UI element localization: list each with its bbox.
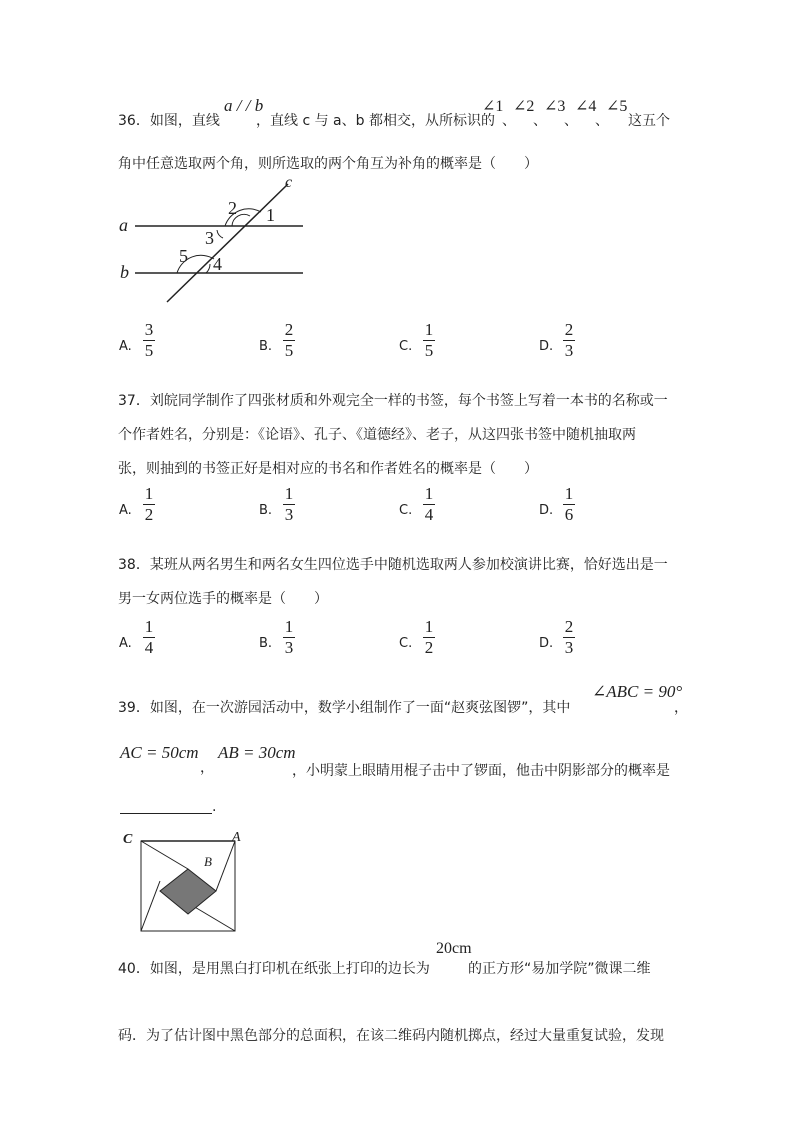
option-label: D. xyxy=(539,503,554,518)
q36-label-4: 4 xyxy=(213,254,222,274)
q39-figure xyxy=(115,826,250,934)
option-fraction: 1 6 xyxy=(564,484,574,524)
q36-text-mid: ，直线 c 与 a、b 都相交，从所标识的 xyxy=(256,113,495,129)
q40-text-line1-tail: 的正方形“易加学院”微课二维 xyxy=(468,961,651,977)
option-fraction: 2 3 xyxy=(564,617,574,657)
option-label: B. xyxy=(259,636,273,651)
option-label: A. xyxy=(119,503,132,518)
q36-figure xyxy=(115,172,315,307)
q36-label-a: a xyxy=(119,215,128,235)
option-fraction: 1 3 xyxy=(284,617,294,657)
option-label: D. xyxy=(539,636,554,651)
q39-label-c: C xyxy=(123,832,133,847)
option-fraction: 2 3 xyxy=(564,320,574,360)
q39-label-b: B xyxy=(204,854,212,869)
q36-text-line2: 角中任意选取两个角，则所选取的两个角互为补角的概率是（ ） xyxy=(118,156,538,172)
q36-label-3: 3 xyxy=(205,228,214,248)
q39-ac-value: AC = 50cm xyxy=(120,743,199,762)
option-fraction: 1 4 xyxy=(424,484,434,524)
q36-label-5: 5 xyxy=(179,246,188,266)
q36-angle-5: ∠5 xyxy=(606,98,628,115)
option-label: A. xyxy=(119,636,132,651)
q39-text-line1: 39．如图，在一次游园活动中，数学小组制作了一面“赵爽弦图锣”，其中 xyxy=(118,700,571,716)
q36-label-c: c xyxy=(285,174,293,191)
option-label: B. xyxy=(259,339,273,354)
option-fraction: 3 5 xyxy=(144,320,154,360)
q36-parallel-notation: a / / b xyxy=(224,96,264,115)
q40-size-value: 20cm xyxy=(436,940,472,957)
q36-angle-1: ∠1 xyxy=(482,98,504,115)
q39-comma: ， xyxy=(674,700,688,716)
q39-label-a: A xyxy=(232,830,241,845)
q39-end-period: . xyxy=(212,799,217,815)
q37-text-line2: 个作者姓名，分别是：《论语》、孔子、《道德经》、老子，从这四张书签中随机抽取两 xyxy=(118,427,636,443)
option-label: C. xyxy=(399,339,413,354)
q39-text-line2-tail: ，小明蒙上眼睛用棍子击中了锣面，他击中阴影部分的概率是 xyxy=(292,763,670,779)
option-fraction: 2 5 xyxy=(284,320,294,360)
q37-text-line1: 37．刘皖同学制作了四张材质和外观完全一样的书签，每个书签上写着一本书的名称或一 xyxy=(118,393,668,409)
option-fraction: 1 3 xyxy=(284,484,294,524)
q36-text-start: 36．如图，直线 xyxy=(118,113,220,129)
option-fraction: 1 4 xyxy=(144,617,154,657)
q36-sep: 、 xyxy=(595,113,609,129)
q36-sep: 、 xyxy=(564,113,578,129)
option-label: B. xyxy=(259,503,273,518)
q36-angle-2: ∠2 xyxy=(513,98,535,115)
q36-label-b: b xyxy=(120,262,129,282)
option-fraction: 1 2 xyxy=(144,484,154,524)
q39-angle-abc: ∠ABC = 90° xyxy=(592,682,683,701)
q39-ab-value: AB = 30cm xyxy=(218,743,296,762)
q39-answer-blank[interactable] xyxy=(120,797,212,814)
option-fraction: 1 5 xyxy=(424,320,434,360)
q40-text-line2: 码．为了估计图中黑色部分的总面积，在该二维码内随机掷点，经过大量重复试验，发现 xyxy=(118,1028,664,1044)
q40-text-line1-head: 40．如图，是用黑白打印机在纸张上打印的边长为 xyxy=(118,961,430,977)
q36-label-2: 2 xyxy=(228,198,237,218)
option-fraction: 1 2 xyxy=(424,617,434,657)
option-label: C. xyxy=(399,503,413,518)
q38-text-line2: 男一女两位选手的概率是（ ） xyxy=(118,591,328,607)
option-label: A. xyxy=(119,339,132,354)
q36-sep: 、 xyxy=(533,113,547,129)
q36-label-1: 1 xyxy=(266,205,275,225)
q39-comma: ， xyxy=(200,760,214,776)
q36-angle-3: ∠3 xyxy=(544,98,566,115)
q36-text-tail: 这五个 xyxy=(628,113,670,129)
option-label: D. xyxy=(539,339,554,354)
q38-text-line1: 38．某班从两名男生和两名女生四位选手中随机选取两人参加校演讲比赛，恰好选出是一 xyxy=(118,557,668,573)
q36-angle-4: ∠4 xyxy=(575,98,597,115)
q36-sep: 、 xyxy=(502,113,516,129)
q37-text-line3: 张，则抽到的书签正好是相对应的书名和作者姓名的概率是（ ） xyxy=(118,461,538,477)
option-label: C. xyxy=(399,636,413,651)
